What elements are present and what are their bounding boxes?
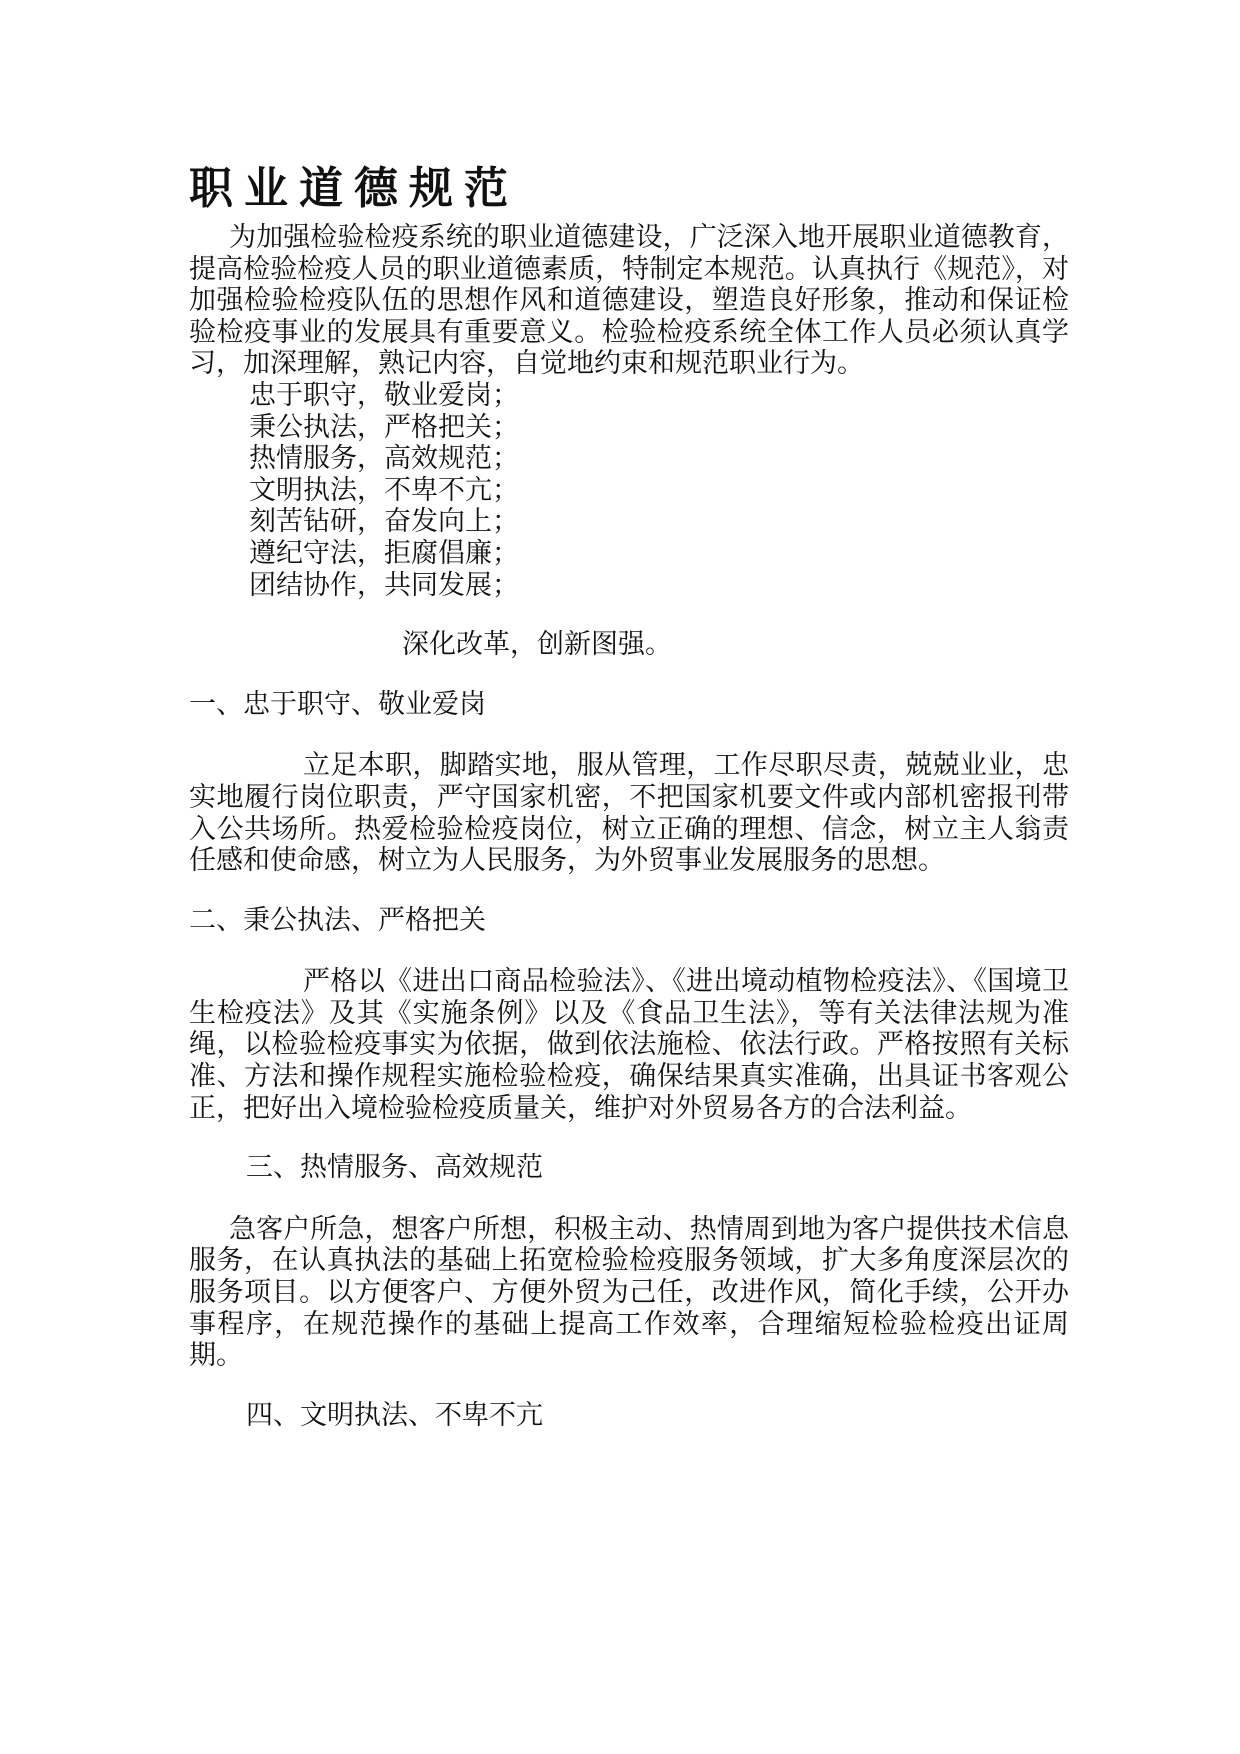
section-heading-2: 二、秉公执法、严格把关	[189, 904, 486, 936]
principle-item: 团结协作，共同发展；	[249, 569, 519, 601]
principle-item: 刻苦钻研，奋发向上；	[249, 506, 519, 538]
section-heading-4: 四、文明执法、不卑不亢	[246, 1399, 543, 1431]
section-body-1: 立足本职，脚踏实地，服从管理，工作尽职尽责，兢兢业业，忠实地履行岗位职责，严守国家机密，不把国家机要文件或内部机密报刊带入公共场所。热爱检验检疫岗位，树立正确的理想、信念，树立主人翁责任感和使命感，树立为人民服务，为外贸事业发展服务的思想。	[189, 750, 1069, 877]
principles-list	[189, 380, 1069, 601]
closing-principle: 深化改革，创新图强。	[402, 629, 672, 661]
principle-item: 遵纪守法，拒腐倡廉；	[249, 537, 519, 569]
principle-item: 忠于职守，敬业爱岗；	[249, 379, 519, 411]
intro-paragraph: 为加强检验检疫系统的职业道德建设，广泛深入地开展职业道德教育，提高检验检疫人员的职业道德素质，特制定本规范。认真执行《规范》，对加强检验检疫队伍的思想作风和道德建设，塑造良好形象，推动和保证检验检疫事业的发展具有重要意义。检验检疫系统全体工作人员必须认真学习，加深理解，熟记内容，自觉地约束和规范职业行为。	[189, 222, 1069, 380]
section-body-2: 严格以《进出口商品检验法》、《进出境动植物检疫法》、《国境卫生检疫法》及其《实施条例》以及《食品卫生法》，等有关法律法规为准绳，以检验检疫事实为依据，做到依法施检、依法行政。严格按照有关标准、方法和操作规程实施检验检疫，确保结果真实准确，出具证书客观公正，把好出入境检验检疫质量关，维护对外贸易各方的合法利益。	[189, 966, 1069, 1124]
principle-item: 秉公执法，严格把关；	[249, 411, 519, 443]
document-title: 职业道德规范	[189, 163, 519, 214]
principle-item: 文明执法，不卑不亢；	[249, 474, 519, 506]
section-body-3: 急客户所急，想客户所想，积极主动、热情周到地为客户提供技术信息服务，在认真执法的基础上拓宽检验检疫服务领域，扩大多角度深层次的服务项目。以方便客户、方便外贸为己任，改进作风，简化手续，公开办事程序，在规范操作的基础上提高工作效率，合理缩短检验检疫出证周期。	[189, 1213, 1069, 1372]
section-heading-3: 三、热情服务、高效规范	[246, 1152, 543, 1184]
section-heading-1: 一、忠于职守、敬业爱岗	[189, 688, 486, 720]
document-page	[189, 160, 1069, 1431]
principle-item: 热情服务，高效规范；	[249, 443, 519, 475]
